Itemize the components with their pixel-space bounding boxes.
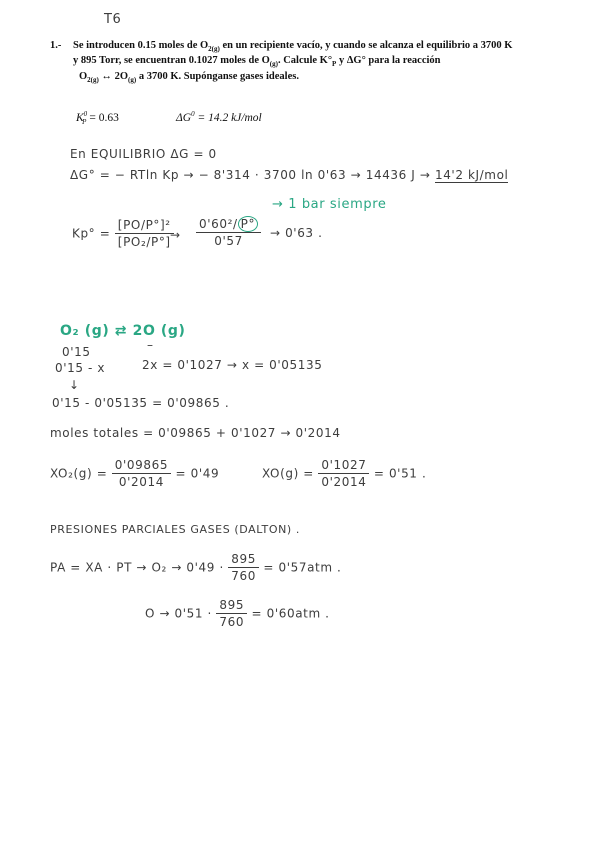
kp-arrow: → xyxy=(170,228,181,242)
problem-line-2: y 895 Torr, se encuentran 0.1027 moles de $O_{(g)}$. Calcule $K^\circ_P$ y ΔG° para la reacción xyxy=(73,55,441,69)
kp-substitution: $\frac{\text{0'60²/ P°}}{0'57}$ xyxy=(196,217,261,248)
initial-dash: – xyxy=(147,338,154,352)
standard-pressure-note: → 1 bar siempre xyxy=(272,197,387,212)
equilibrium-note: En EQUILIBRIO ΔG = 0 xyxy=(70,147,217,161)
partial-pressures-heading: PRESIONES PARCIALES GASES (DALTON) . xyxy=(50,523,300,536)
xo-fraction: XO(g) = $\frac{0'1027}{0'2014}$ = 0'51 . xyxy=(262,458,427,489)
kp-result: $K^0_P = 0.63$ xyxy=(76,110,119,127)
x-equation: 2x = 0'1027 → x = 0'05135 xyxy=(142,358,323,372)
dg-formula: ΔG° = − RTln Kp → − 8'314 · 3700 ln 0'63 → 14436 J → 14'2 kJ/mol xyxy=(70,168,509,182)
initial-moles: 0'15 xyxy=(62,345,91,359)
problem-line-3: $O_{2(g)}$ ↔ $2O_{(g)}$ a 3700 K. Supónganse gases ideales. xyxy=(79,71,299,85)
xo2-fraction: XO₂(g) = $\frac{0'09865}{0'2014}$ = 0'49 xyxy=(50,458,220,489)
problem-line-1: Se introducen 0.15 moles de $O_{2(g)}$ en un recipiente vacío, y cuando se alcanza el equilibrio a 3700 K xyxy=(73,40,513,54)
p0-circle: P° xyxy=(238,216,258,232)
minus-x: 0'15 - x xyxy=(55,361,106,375)
problem-number: 1.- xyxy=(50,40,62,51)
dg-result: $\Delta G^0 = 14.2$ kJ/mol xyxy=(176,110,262,124)
total-moles: moles totales = 0'09865 + 0'1027 → 0'2014 xyxy=(50,426,341,440)
o2-partial-pressure: PA = XA · PT → O₂ → 0'49 · $\frac{895}{760}$ = 0'57atm . xyxy=(50,552,342,583)
kp-fraction: $\frac{\text{[PO/P°]²}}{\text{[PO₂/P°]}}$ xyxy=(115,218,174,249)
down-arrow: ↓ xyxy=(69,378,80,392)
kp-value: → 0'63 . xyxy=(270,226,323,240)
reaction-heading: O₂ (g) ⇄ 2O (g) xyxy=(60,323,186,339)
o-partial-pressure: O → 0'51 · $\frac{895}{760}$ = 0'60atm . xyxy=(145,598,330,629)
page-tag: T6 xyxy=(104,12,122,27)
o2-moles: 0'15 - 0'05135 = 0'09865 . xyxy=(52,396,230,410)
kp-expression: Kp° = $\frac{\text{[PO/P°]²}}{\text{[PO₂/P°]}}$ xyxy=(72,218,174,249)
